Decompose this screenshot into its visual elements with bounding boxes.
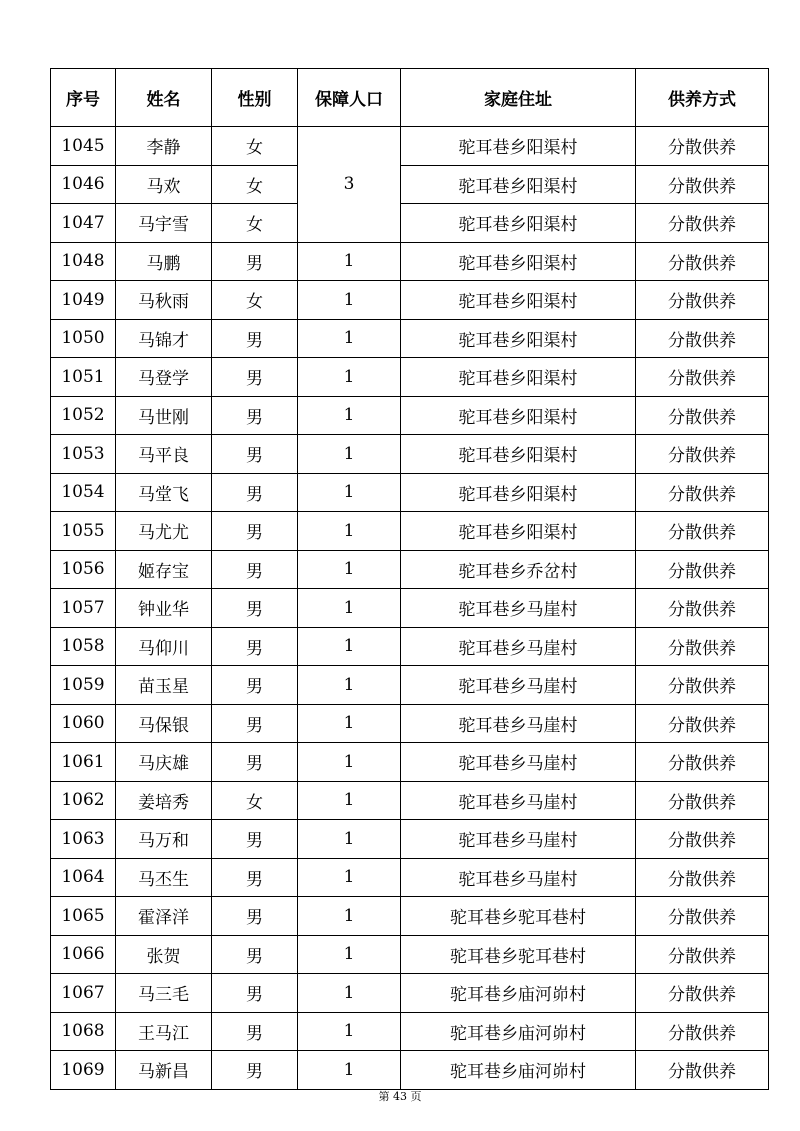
header-cell-support: 供养方式 [636,69,769,127]
name-cell: 马平良 [116,435,212,474]
serial-cell: 1065 [51,897,116,936]
serial-cell: 1055 [51,512,116,551]
serial-cell: 1050 [51,319,116,358]
name-cell: 马庆雄 [116,743,212,782]
serial-cell: 1057 [51,589,116,628]
name-cell: 姜培秀 [116,781,212,820]
serial-cell: 1061 [51,743,116,782]
serial-cell: 1052 [51,396,116,435]
support-cell: 分散供养 [636,820,769,859]
persons-cell: 1 [298,1051,401,1090]
address-cell: 驼耳巷乡阳渠村 [401,358,636,397]
name-cell: 马世刚 [116,396,212,435]
address-cell: 驼耳巷乡阳渠村 [401,281,636,320]
name-cell: 马鹏 [116,242,212,281]
persons-cell: 1 [298,435,401,474]
table-row [51,473,769,512]
address-cell: 驼耳巷乡马崖村 [401,627,636,666]
table-row [51,781,769,820]
support-cell: 分散供养 [636,242,769,281]
gender-cell: 男 [212,820,298,859]
table-row [51,704,769,743]
address-cell: 驼耳巷乡庙河峁村 [401,1012,636,1051]
address-cell: 驼耳巷乡马崖村 [401,858,636,897]
support-cell: 分散供养 [636,897,769,936]
serial-cell: 1051 [51,358,116,397]
gender-cell: 男 [212,319,298,358]
gender-cell: 女 [212,781,298,820]
persons-cell: 1 [298,242,401,281]
serial-cell: 1068 [51,1012,116,1051]
gender-cell: 男 [212,1051,298,1090]
address-cell: 驼耳巷乡马崖村 [401,666,636,705]
address-cell: 驼耳巷乡驼耳巷村 [401,935,636,974]
gender-cell: 男 [212,974,298,1013]
serial-cell: 1060 [51,704,116,743]
name-cell: 马三毛 [116,974,212,1013]
gender-cell: 男 [212,704,298,743]
serial-cell: 1066 [51,935,116,974]
serial-cell: 1069 [51,1051,116,1090]
support-cell: 分散供养 [636,858,769,897]
persons-cell-merged: 3 [298,127,401,243]
gender-cell: 男 [212,1012,298,1051]
address-cell: 驼耳巷乡马崖村 [401,704,636,743]
persons-cell: 1 [298,1012,401,1051]
support-cell: 分散供养 [636,281,769,320]
persons-cell: 1 [298,935,401,974]
serial-cell: 1063 [51,820,116,859]
name-cell: 马仰川 [116,627,212,666]
support-cell: 分散供养 [636,127,769,166]
address-cell: 驼耳巷乡阳渠村 [401,512,636,551]
name-cell: 马丕生 [116,858,212,897]
gender-cell: 男 [212,242,298,281]
name-cell: 苗玉星 [116,666,212,705]
gender-cell: 男 [212,396,298,435]
support-cell: 分散供养 [636,165,769,204]
support-cell: 分散供养 [636,550,769,589]
table-row [51,396,769,435]
serial-cell: 1062 [51,781,116,820]
table-row [51,165,769,204]
persons-cell: 1 [298,666,401,705]
address-cell: 驼耳巷乡庙河峁村 [401,974,636,1013]
header-cell-gender: 性别 [212,69,298,127]
table-row [51,820,769,859]
table-row [51,935,769,974]
persons-cell: 1 [298,743,401,782]
table-row [51,858,769,897]
header-cell-name: 姓名 [116,69,212,127]
support-cell: 分散供养 [636,743,769,782]
support-cell: 分散供养 [636,473,769,512]
table-row [51,897,769,936]
persons-cell: 1 [298,550,401,589]
table-row [51,281,769,320]
persons-cell: 1 [298,319,401,358]
name-cell: 李静 [116,127,212,166]
name-cell: 马堂飞 [116,473,212,512]
serial-cell: 1059 [51,666,116,705]
persons-cell: 1 [298,820,401,859]
persons-cell: 1 [298,473,401,512]
serial-cell: 1067 [51,974,116,1013]
gender-cell: 男 [212,666,298,705]
table-row [51,974,769,1013]
table-row [51,627,769,666]
table-row [51,242,769,281]
table-row [51,743,769,782]
serial-cell: 1045 [51,127,116,166]
serial-cell: 1054 [51,473,116,512]
serial-cell: 1058 [51,627,116,666]
name-cell: 马新昌 [116,1051,212,1090]
name-cell: 马秋雨 [116,281,212,320]
persons-cell: 1 [298,512,401,551]
name-cell: 马万和 [116,820,212,859]
name-cell: 马宇雪 [116,204,212,243]
serial-cell: 1053 [51,435,116,474]
address-cell: 驼耳巷乡驼耳巷村 [401,897,636,936]
address-cell: 驼耳巷乡马崖村 [401,820,636,859]
address-cell: 驼耳巷乡阳渠村 [401,127,636,166]
serial-cell: 1049 [51,281,116,320]
address-cell: 驼耳巷乡马崖村 [401,589,636,628]
address-cell: 驼耳巷乡庙河峁村 [401,1051,636,1090]
serial-cell: 1064 [51,858,116,897]
address-cell: 驼耳巷乡阳渠村 [401,319,636,358]
support-cell: 分散供养 [636,589,769,628]
support-cell: 分散供养 [636,666,769,705]
name-cell: 王马江 [116,1012,212,1051]
table-header-row [51,69,769,127]
data-table [50,68,769,1090]
persons-cell: 1 [298,358,401,397]
gender-cell: 男 [212,550,298,589]
header-cell-address: 家庭住址 [401,69,636,127]
address-cell: 驼耳巷乡阳渠村 [401,165,636,204]
persons-cell: 1 [298,974,401,1013]
table-row [51,512,769,551]
table-row [51,589,769,628]
table-row [51,666,769,705]
persons-cell: 1 [298,396,401,435]
address-cell: 驼耳巷乡马崖村 [401,781,636,820]
gender-cell: 男 [212,358,298,397]
gender-cell: 男 [212,935,298,974]
table-row [51,1012,769,1051]
name-cell: 马欢 [116,165,212,204]
gender-cell: 男 [212,627,298,666]
gender-cell: 女 [212,165,298,204]
support-cell: 分散供养 [636,1051,769,1090]
gender-cell: 男 [212,512,298,551]
table-row [51,550,769,589]
support-cell: 分散供养 [636,435,769,474]
name-cell: 马登学 [116,358,212,397]
header-cell-serial: 序号 [51,69,116,127]
name-cell: 马保银 [116,704,212,743]
address-cell: 驼耳巷乡阳渠村 [401,242,636,281]
support-cell: 分散供养 [636,319,769,358]
support-cell: 分散供养 [636,1012,769,1051]
address-cell: 驼耳巷乡马崖村 [401,743,636,782]
support-cell: 分散供养 [636,974,769,1013]
persons-cell: 1 [298,781,401,820]
serial-cell: 1046 [51,165,116,204]
support-cell: 分散供养 [636,627,769,666]
gender-cell: 男 [212,897,298,936]
serial-cell: 1048 [51,242,116,281]
header-cell-persons: 保障人口 [298,69,401,127]
name-cell: 姬存宝 [116,550,212,589]
serial-cell: 1047 [51,204,116,243]
table-row [51,127,769,166]
support-cell: 分散供养 [636,204,769,243]
persons-cell: 1 [298,281,401,320]
support-cell: 分散供养 [636,935,769,974]
gender-cell: 女 [212,281,298,320]
gender-cell: 女 [212,127,298,166]
gender-cell: 男 [212,589,298,628]
name-cell: 张贺 [116,935,212,974]
name-cell: 马锦才 [116,319,212,358]
address-cell: 驼耳巷乡阳渠村 [401,435,636,474]
support-cell: 分散供养 [636,781,769,820]
address-cell: 驼耳巷乡阳渠村 [401,473,636,512]
address-cell: 驼耳巷乡阳渠村 [401,204,636,243]
table-row [51,319,769,358]
support-cell: 分散供养 [636,512,769,551]
gender-cell: 男 [212,473,298,512]
name-cell: 钟业华 [116,589,212,628]
persons-cell: 1 [298,858,401,897]
table-body [51,127,769,1090]
gender-cell: 男 [212,435,298,474]
gender-cell: 男 [212,858,298,897]
page-number: 第 43 页 [378,1090,422,1103]
persons-cell: 1 [298,627,401,666]
table-row [51,435,769,474]
name-cell: 马尤尤 [116,512,212,551]
table-row [51,1051,769,1090]
support-cell: 分散供养 [636,396,769,435]
name-cell: 霍泽洋 [116,897,212,936]
serial-cell: 1056 [51,550,116,589]
persons-cell: 1 [298,704,401,743]
support-cell: 分散供养 [636,358,769,397]
persons-cell: 1 [298,897,401,936]
support-cell: 分散供养 [636,704,769,743]
gender-cell: 男 [212,743,298,782]
table-row [51,358,769,397]
address-cell: 驼耳巷乡乔岔村 [401,550,636,589]
persons-cell: 1 [298,589,401,628]
address-cell: 驼耳巷乡阳渠村 [401,396,636,435]
table-row [51,204,769,243]
gender-cell: 女 [212,204,298,243]
